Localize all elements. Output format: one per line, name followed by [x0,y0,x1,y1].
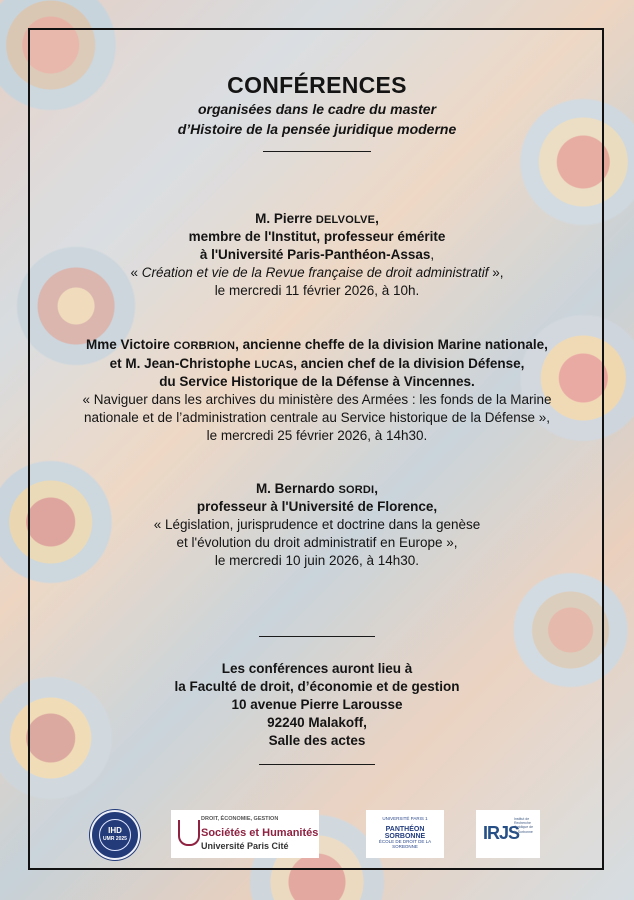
upc-logo-line-1: DROIT, ÉCONOMIE, GESTION [201,816,279,822]
lecture-3-title-2: et l'évolution du droit administratif en Europe », [176,535,458,550]
lecture-1-title [0,264,634,282]
quote-close: », [488,265,504,280]
speaker-suffix: , [374,481,379,496]
separator-middle [259,636,375,637]
venue-line-4: 92240 Malakoff, [267,715,367,730]
lecture-1-role-1: membre de l'Institut, professeur émérite [188,229,446,244]
speaker-suffix: , [375,211,379,226]
speaker-prefix: M. Pierre [255,211,316,226]
lecture-2-title-2: nationale et de l’administration centrale au Service historique de la Défense », [83,410,551,425]
upc-logo-line-2: Sociétés et Humanités [201,827,319,839]
lecture-2-affiliation: du Service Historique de la Défense à Vincennes. [159,374,475,389]
lecture-title-text: Création et vie de la Revue française de droit administratif [141,265,489,280]
upc-mark-icon [178,820,200,846]
venue-line-2: la Faculté de droit, d’économie et de gestion [174,679,460,694]
venue-line-5: Salle des actes [268,733,366,748]
speaker-surname: DELVOLVE [315,214,376,226]
pantheon-logo-line-3: ÉCOLE DE DROIT DE LA SORBONNE [378,839,432,849]
subtitle-line-2: d’Histoire de la pensée juridique moderne [177,121,457,137]
lecture-3-role: professeur à l'Université de Florence, [196,499,438,514]
speaker-role: , ancienne cheffe de la division Marine nationale, [235,337,548,352]
lecture-2-speaker-1 [0,336,634,355]
irjs-logo-text: Institut de Recherche Juridique de la Sorbonne [514,817,534,834]
lecture-3-title-1: « Législation, jurisprudence et doctrine dans la genèse [153,517,481,532]
lecture-3-speaker [0,480,634,499]
lecture-2-speaker-2 [0,355,634,374]
speaker-prefix: Mme Victoire [86,337,174,352]
speaker-surname: SORDI [338,484,375,496]
pantheon-logo-line-2: PANTHÉON SORBONNE [384,826,426,840]
lecture-3-date: le mercredi 10 juin 2026, à 14h30. [214,553,420,568]
universite-paris-cite-logo [171,810,319,858]
speaker-role: , ancien chef de la division Défense, [293,356,525,371]
lecture-2-title-1: « Naviguer dans les archives du ministère des Armées : les fonds de la Marine [82,392,552,407]
lecture-1-role-2 [0,246,634,264]
pantheon-logo-line-1: UNIVERSITÉ PARIS 1 [382,816,428,821]
lecture-1-date: le mercredi 11 février 2026, à 10h. [214,283,420,298]
pantheon-sorbonne-logo [366,810,444,858]
role-suffix: , [430,247,435,262]
separator-top [263,151,371,152]
quote-open: « [130,265,142,280]
ihd-seal-icon [90,810,140,860]
page-title: CONFÉRENCES [227,72,407,98]
venue-line-3: 10 avenue Pierre Larousse [231,697,403,712]
speaker-prefix: M. Bernardo [255,481,339,496]
ihd-label: IHD [108,826,122,835]
lecture-2-date: le mercredi 25 février 2026, à 14h30. [206,428,428,443]
ihd-seal-center [99,819,131,851]
role-line: à l'Université Paris-Panthéon-Assas [199,247,431,262]
lecture-1-speaker [0,210,634,229]
separator-bottom [259,764,375,765]
upc-logo-line-3: Université Paris Cité [201,841,289,851]
ihd-subtitle: UMR 2025 [103,836,127,842]
speaker-surname: CORBRION [173,340,236,352]
subtitle-line-1: organisées dans le cadre du master [197,101,437,117]
speaker-surname: LUCAS [254,359,294,371]
speaker-prefix: et M. Jean-Christophe [109,356,255,371]
venue-line-1: Les conférences auront lieu à [221,661,413,676]
irjs-mark: IRJS [483,823,520,843]
irjs-logo [476,810,540,858]
